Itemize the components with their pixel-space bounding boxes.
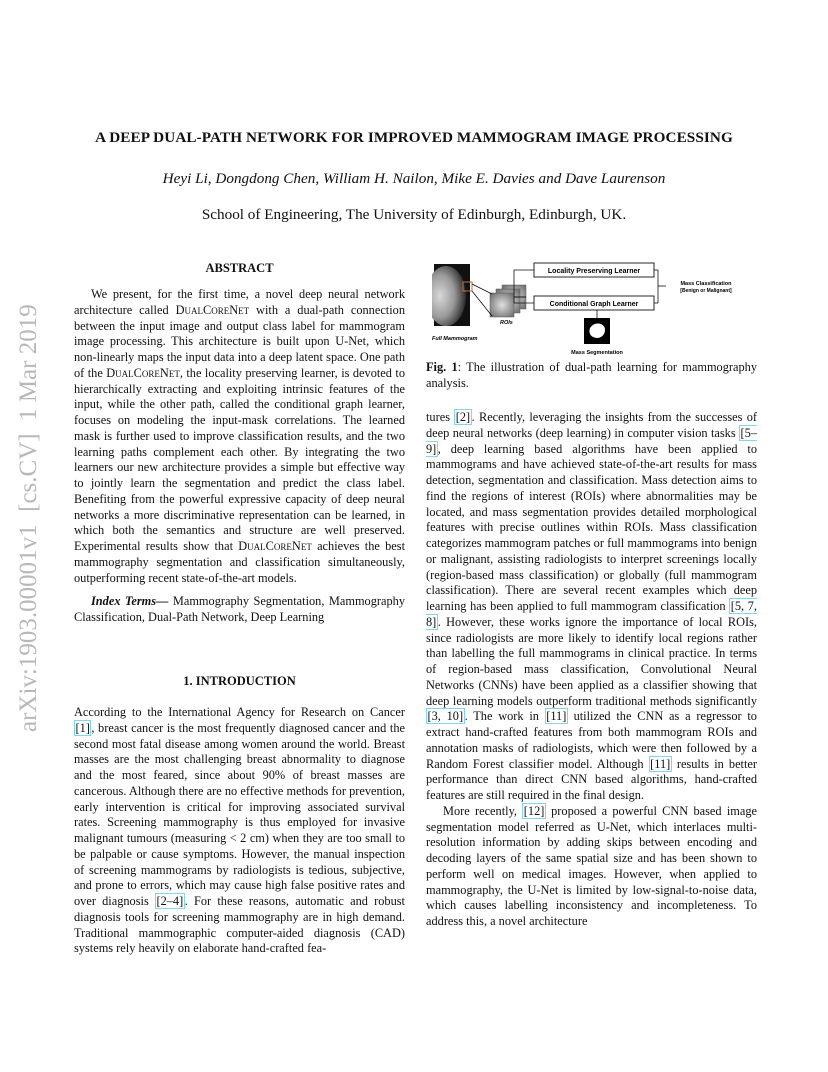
citation-link[interactable]: [3, 10] (427, 709, 464, 724)
citation-link[interactable]: [11] (650, 756, 671, 771)
roi-stack (490, 285, 526, 317)
segmentation-mask (584, 318, 610, 344)
fig-label-full-mammogram: Full Mammogram (432, 336, 478, 342)
citation-link[interactable]: [2–4] (156, 894, 184, 908)
index-terms: Index Terms— Mammography Segmentation, Mammography Classification, Dual-Path Network, Deep Learning (74, 594, 406, 624)
figure-1 (432, 258, 762, 358)
abstract-heading: ABSTRACT (205, 261, 274, 275)
arxiv-stamp (6, 262, 46, 732)
figure-caption: Fig. 1: The illustration of dual-path learning for mammography analysis. (426, 360, 757, 390)
intro-body: According to the International Agency for Research on Cancer [1] , breast cancer is the most frequently diagnosed cancer and the second most fatal disease among women around the world. Breast masses are the most challenging breast abnormality to diagnose and the most feared, since about 90% of breast masses are cancerous. Although there are no effective methods for prevention, early intervention is critical for improving associated survival rates. Screening mammography is thus employed for invasive malignant tumours (measuring < 2 cm) when they are too small to be palpable or cause symptoms. However, the manual inspection of screening mammograms by radiologists is tedious, subjective, and prone to errors, which may cause high false positive rates and over diagnosis [2–4] . For these reasons, automatic and robust diagnosis tools for screening mammography are in high demand. Traditional mammographic computer-aided diagnosis (CAD) systems rely heavily on elaborate hand-crafted fea- (74, 705, 405, 956)
citation-link[interactable]: [12] (523, 803, 545, 818)
abstract-body: We present, for the first time, a novel deep neural network architecture called DualCoreNet with a dual-path connection between the input image and output class label for mammogram image processing. This architecture is built upon U-Net, which non-linearly maps the input data into a deep latent space. One path of the DualCoreNet, the locality preserving learner, is devoted to hierarchically extracting and exploiting intrinsic features of the input, while the other path, called the conditional graph learner, focuses on modeling the input-mask correlations. The learned mask is further used to improve classification results, and the two learning paths complement each other. By integrating the two learners our new architecture provides a simple but effective way to jointly learn the segmentation and predict the class label. Benefiting from the powerful expressive capacity of deep neural networks a more discriminative representation can be learned, in which both the semantics and structure are well preserved. Experimental results show that DualCoreNet achieves the best mammography segmentation and classification simultaneously, outperforming recent state-of-the-art models. Index Terms— Mammography Segmentation, Mammography Classification, Dual-Path Network, Deep Learning (74, 287, 406, 624)
arxiv-stamp-text: arXiv:1903.00001v1 [cs.CV] 1 Mar 2019 (15, 304, 42, 732)
right-column-body: tures [2] . Recently, leveraging the insights from the successes of deep neural networks (deep learning) in computer vision tasks [5–9] , deep learning based algorithms have been applied to mammograms and have achieved state-of-the-art results for mass detection, segmentation and classification. Mass detection aims to find the regions of interest (ROIs) where abnormalities may be located, and mass segmentation provides detailed morphological features with precise outlines within ROIs. Mass classification categorizes mammogram patches or full mammograms into benign or malignant, assisting radiologists to interpret screenings locally (region-based mass classification) or globally (full mammogram classification). There are several recent examples which deep learning has been applied to full mammogram classification [5, 7, 8] . However, these works ignore the importance of local ROIs, since radiologists are more likely to identify local regions rather than labelling the full mammograms in clinical practice. In terms of region-based mass classification, Convolutional Neural Networks (CNNs) have been applied as a classifier showing that deep learning models outperform traditional methods significantly [3, 10] . The work in [11] utilized the CNN as a regressor to extract hand-crafted features from both mammogram ROIs and annotation masks of radiologists, which were then followed by a Random Forest classifier model. Although [11] results in better performance than direct CNN based algorithms, hand-crafted features are still required in the final design. More recently, [12] proposed a powerful CNN based image segmentation model referred as U-Net, which interlaces multi-resolution information by adding skips between encoding and decoding layers of the same spatial size and has been shown to perform well on medical images. However, when applied to mammography, the U-Net is limited by low-signal-to-noise data, which causes labelling inconsistency and incompleteness. To address this, a novel architecture (426, 410, 758, 928)
citation-link[interactable]: [5–9] (426, 425, 757, 456)
model-name: DualCoreNet (175, 302, 250, 317)
fig-label-mass-classification: Mass Classification (680, 281, 732, 287)
fig-label-benign-malignant: [Benign or Malignant] (680, 288, 732, 294)
fig-label-rois: ROIs (500, 320, 513, 326)
mammogram-thumbnail (432, 264, 472, 326)
affiliation: School of Engineering, The University of Edinburgh, Edinburgh, UK. (201, 206, 627, 223)
author-list: Heyi Li, Dongdong Chen, William H. Nailon, Mike E. Davies and Dave Laurenson (162, 170, 666, 187)
citation-link[interactable]: [5, 7, 8] (426, 599, 758, 629)
fig-label-graph-learner: Conditional Graph Learner (549, 301, 639, 308)
citation-link[interactable]: [11] (546, 709, 567, 724)
intro-heading: 1. INTRODUCTION (183, 674, 296, 688)
citation-link[interactable]: [1] (75, 720, 90, 735)
fig-label-locality-learner: Locality Preserving Learner (547, 268, 641, 275)
citation-link[interactable]: [2] (455, 410, 471, 424)
paper-title: A DEEP DUAL-PATH NETWORK FOR IMPROVED MAMMOGRAM IMAGE PROCESSING (95, 129, 733, 146)
fig-label-mass-segmentation: Mass Segmentation (571, 350, 623, 356)
